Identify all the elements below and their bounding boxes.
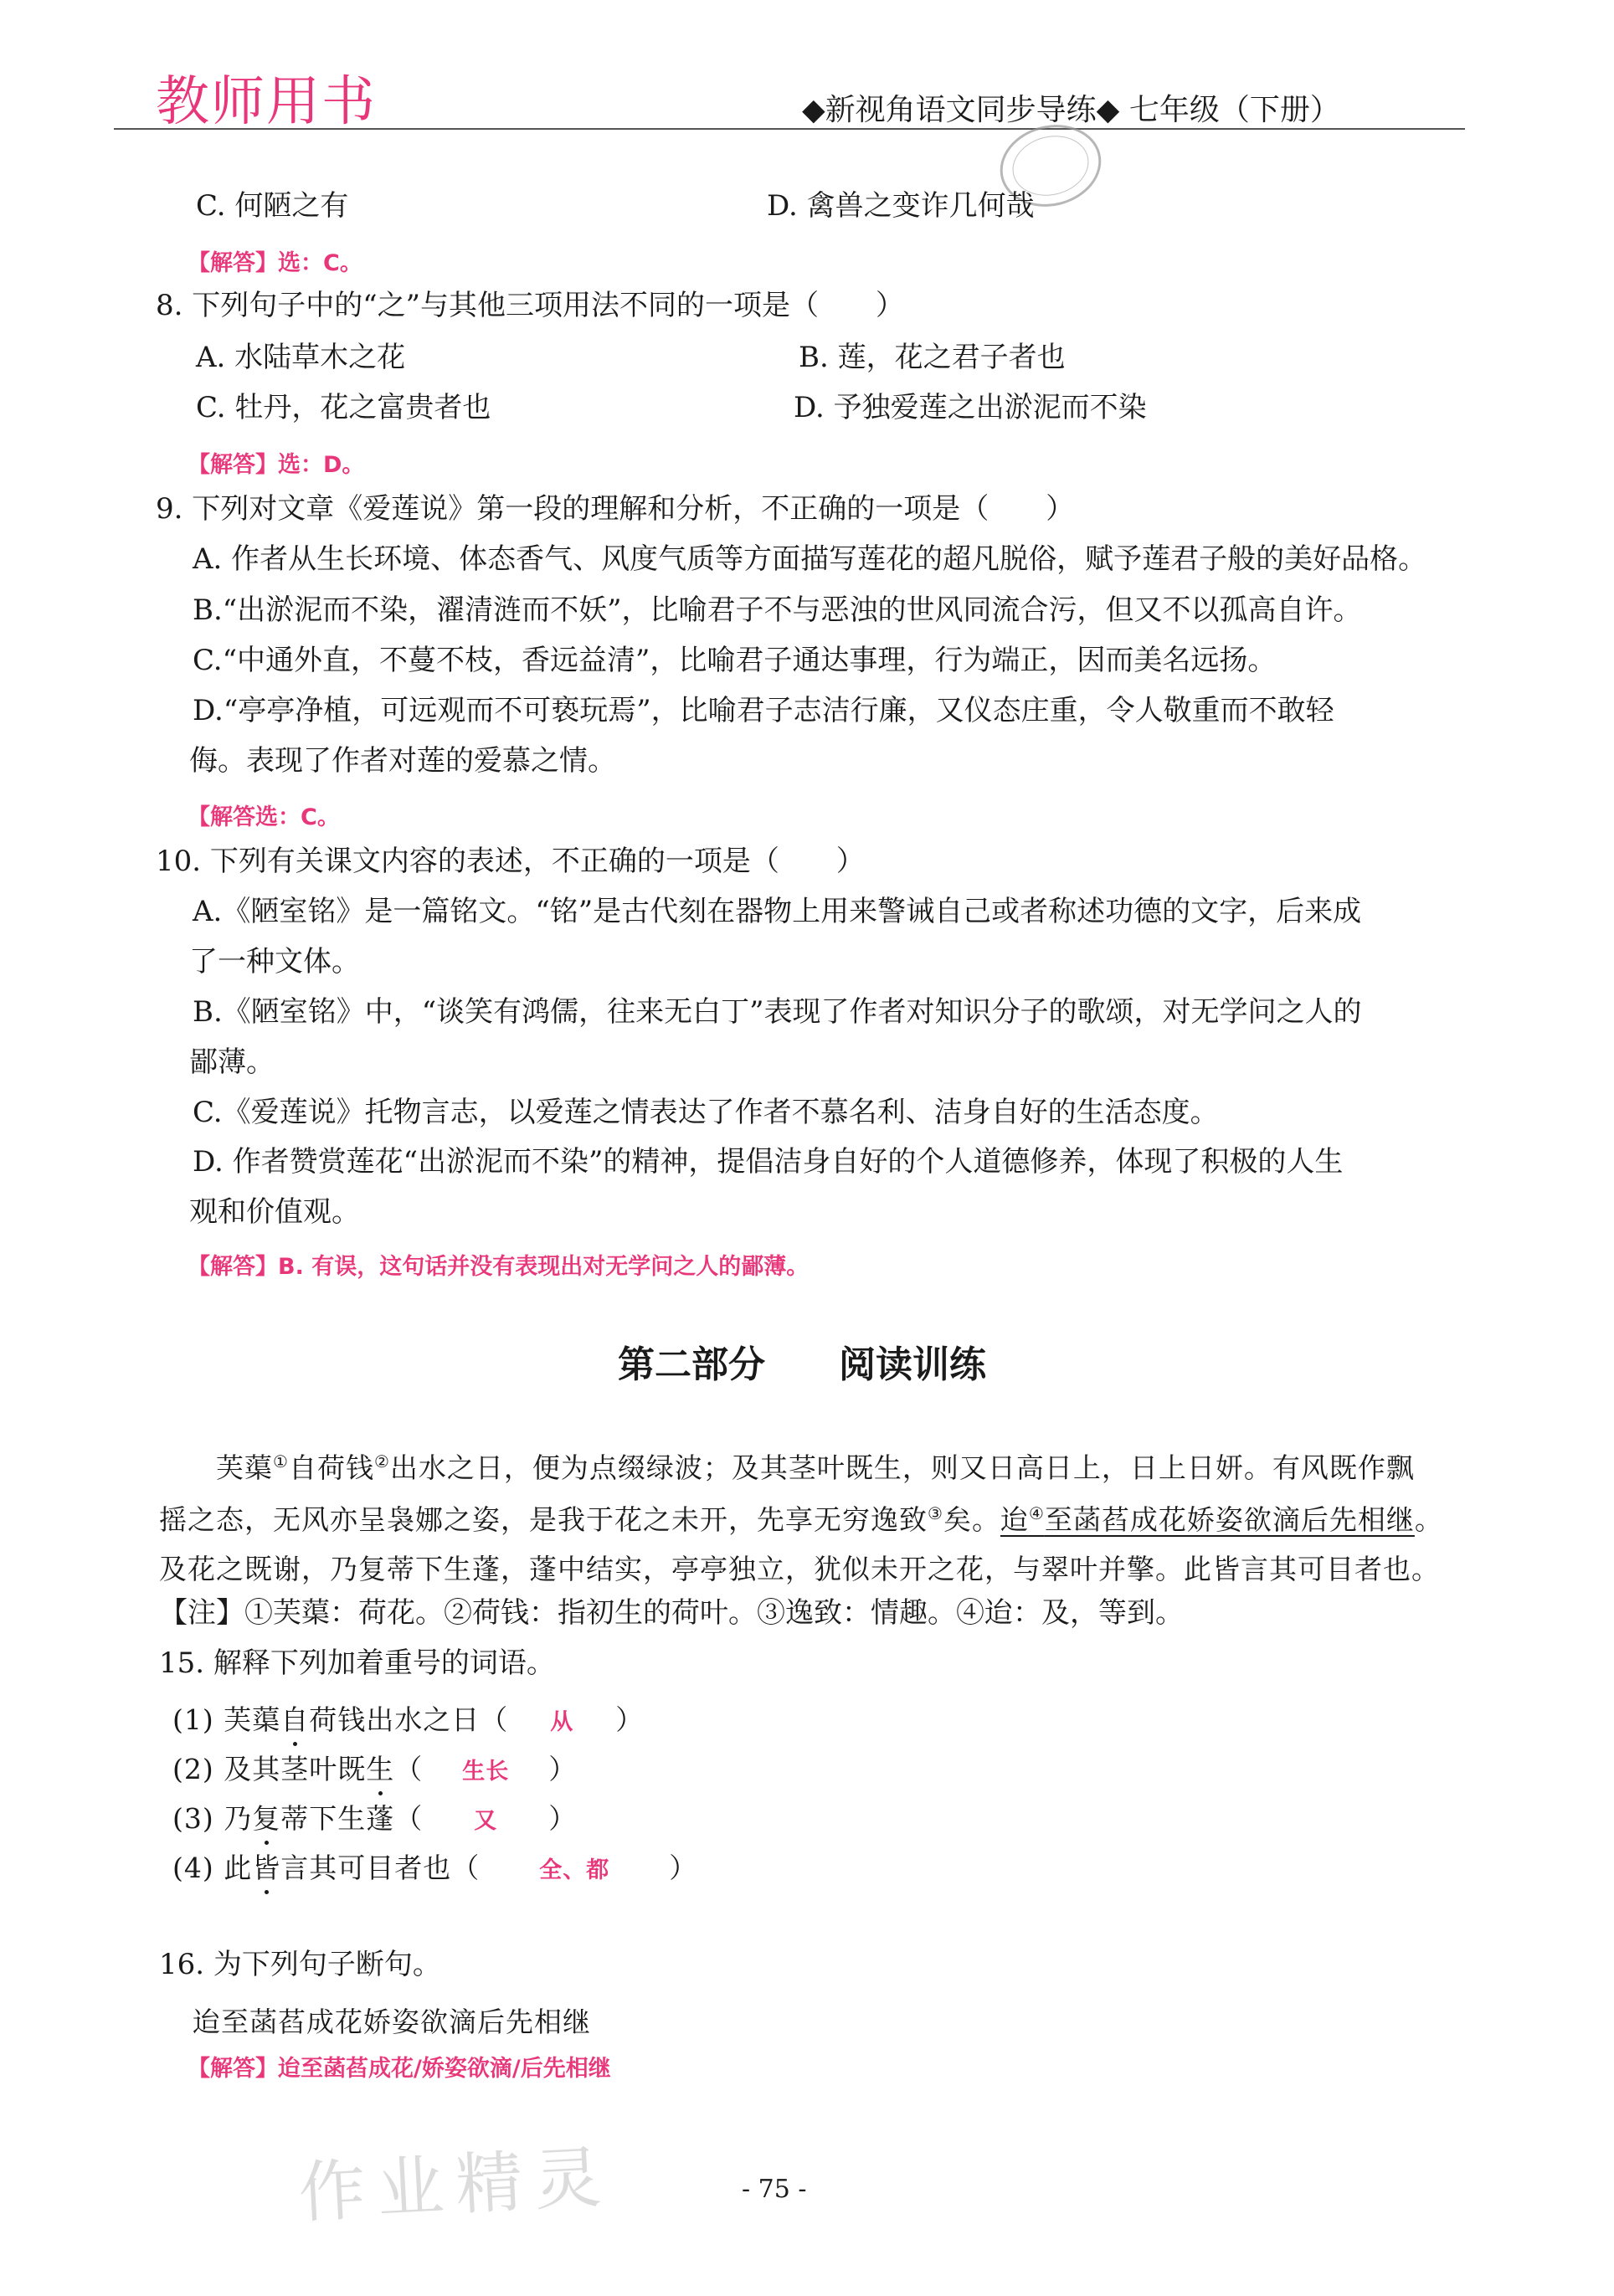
q10-option-d-cont: 观和价值观。 (189, 1195, 360, 1229)
q9-option-d-cont: 侮。表现了作者对莲的爱慕之情。 (189, 744, 616, 778)
q15-item-2: (2) 及其茎叶既生（ 生长 ） (172, 1753, 578, 1785)
q10-option-a: A.《陋室铭》是一篇铭文。“铭”是古代刻在器物上用来警诫自己或者称述功德的文字，后来成 (193, 895, 1362, 928)
passage-line-2: 摇之态，无风亦呈袅娜之姿，是我于花之未开，先享无穷逸致③矣。迨④至菡萏成花娇姿欲滴后先相继。 (159, 1503, 1443, 1536)
passage-line-3: 及花之既谢，乃复蒂下生蓬，蓬中结实，亭亭独立，犹似未开之花，与翠叶并擎。此皆言其可目者也。 (159, 1553, 1440, 1585)
q7-answer: 【解答】选：C。 (188, 250, 362, 276)
q7-option-d: D. 禽兽之变诈几何哉 (767, 189, 1035, 223)
q9-answer: 【解答选：C。 (188, 804, 340, 830)
q8-option-d: D. 予独爱莲之出淤泥而不染 (794, 391, 1147, 424)
q15-stem: 15. 解释下列加着重号的词语。 (159, 1646, 555, 1680)
q15-item-4: (4) 此皆言其可目者也（ 全、都 ） (172, 1852, 698, 1884)
q10-option-b: B.《陋室铭》中，“谈笑有鸿儒，往来无白丁”表现了作者对知识分子的歌颂，对无学问之人的 (193, 995, 1362, 1029)
header-rule (114, 128, 1465, 130)
q16-sentence: 迨至菡萏成花娇姿欲滴后先相继 (193, 2006, 591, 2038)
q8-stem: 8. 下列句子中的“之”与其他三项用法不同的一项是（ ） (156, 289, 905, 322)
q9-option-b: B.“出淤泥而不染，濯清涟而不妖”，比喻君子不与恶浊的世风同流合污，但又不以孤高自许。 (193, 593, 1362, 627)
q16-answer: 【解答】迨至菡萏成花/娇姿欲滴/后先相继 (188, 2056, 611, 2082)
q10-answer: 【解答】B. 有误，这句话并没有表现出对无学问之人的鄙薄。 (188, 1254, 810, 1280)
q8-option-b: B. 莲，花之君子者也 (799, 341, 1066, 374)
q10-option-a-cont: 了一种文体。 (189, 945, 360, 978)
q9-option-a: A. 作者从生长环境、体态香气、风度气质等方面描写莲花的超凡脱俗，赋予莲君子般的美好品格。 (193, 542, 1427, 576)
q7-option-c: C. 何陋之有 (196, 189, 349, 223)
section-title: 第二部分 阅读训练 (618, 1343, 986, 1386)
q16-stem: 16. 为下列句子断句。 (159, 1948, 441, 1981)
passage-line-1: 芙蕖①自荷钱②出水之日，便为点缀绿波；及其茎叶既生，则又日高日上，日上日妍。有风既作飘 (216, 1451, 1415, 1484)
passage-note: 【注】①芙蕖：荷花。②荷钱：指初生的荷叶。③逸致：情趣。④迨：及，等到。 (159, 1596, 1184, 1630)
q10-stem: 10. 下列有关课文内容的表述，不正确的一项是（ ） (156, 845, 865, 878)
q9-option-d: D.“亭亭净植，可远观而不可亵玩焉”，比喻君子志洁行廉，又仪态庄重，令人敬重而不敢轻 (193, 694, 1334, 727)
watermark-logo: 作业精灵 (296, 2138, 615, 2232)
series-title: ◆新视角语文同步导练◆ 七年级（下册） (802, 93, 1340, 127)
q10-option-d: D. 作者赞赏莲花“出淤泥而不染”的精神，提倡洁身自好的个人道德修养，体现了积极的人生 (193, 1145, 1344, 1179)
brand-title: 教师用书 (156, 71, 377, 133)
q10-option-b-cont: 鄙薄。 (189, 1045, 275, 1079)
q8-option-c: C. 牡丹，花之富贵者也 (196, 391, 491, 424)
q9-stem: 9. 下列对文章《爱莲说》第一段的理解和分析，不正确的一项是（ ） (156, 492, 1075, 526)
q9-option-c: C.“中通外直，不蔓不枝，香远益清”，比喻君子通达事理，行为端正，因而美名远扬。 (193, 644, 1277, 677)
q10-option-c: C.《爱莲说》托物言志，以爱莲之情表达了作者不慕名利、洁身自好的生活态度。 (193, 1096, 1219, 1129)
q15-item-1: (1) 芙蕖自荷钱出水之日（ 从 ） (172, 1703, 645, 1736)
q15-item-3: (3) 乃复蒂下生蓬（ 又 ） (172, 1802, 578, 1835)
q8-answer: 【解答】选：D。 (188, 452, 365, 478)
q8-option-a: A. 水陆草木之花 (196, 341, 406, 374)
page-number: - 75 - (742, 2175, 807, 2204)
